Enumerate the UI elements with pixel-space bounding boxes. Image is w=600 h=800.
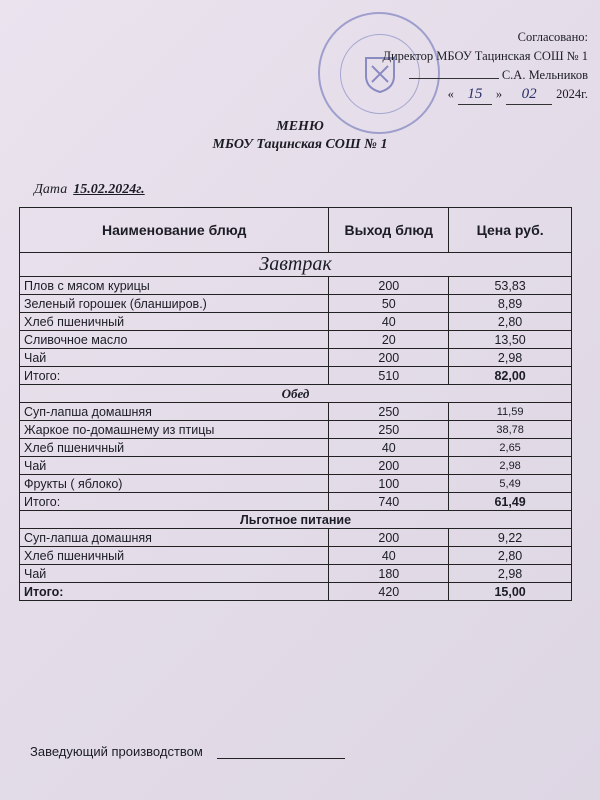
approval-day: 15 [458, 85, 492, 105]
table-row: Чай 180 2,98 [20, 565, 572, 583]
section-lunch: Обед [20, 385, 572, 403]
approval-year: 2024г. [556, 87, 588, 101]
date-label: Дата [34, 182, 68, 197]
footer-signature [30, 744, 345, 759]
menu-date [34, 182, 145, 198]
table-row: Фрукты ( яблоко) 100 5,49 [20, 475, 572, 493]
approval-month: 02 [506, 85, 552, 105]
table-row: Зеленый горошек (бланширов.) 50 8,89 [20, 295, 572, 313]
table-row: Чай 200 2,98 [20, 349, 572, 367]
table-row: Чай 200 2,98 [20, 457, 572, 475]
header-dish: Наименование блюд [20, 208, 329, 253]
signature-line [217, 758, 345, 759]
table-row: Сливочное масло 20 13,50 [20, 331, 572, 349]
table-row: Хлеб пшеничный 40 2,80 [20, 313, 572, 331]
section-subsidized: Льготное питание [20, 511, 572, 529]
section-breakfast: Завтрак [20, 253, 572, 277]
title-menu: МЕНЮ [276, 119, 324, 134]
approval-block [360, 28, 588, 105]
total-row: Итого: 420 15,00 [20, 583, 572, 601]
table-row: Суп-лапша домашняя 200 9,22 [20, 529, 572, 547]
table-row: Жаркое по-домашнему из птицы 250 38,78 [20, 421, 572, 439]
date-value: 15.02.2024г. [73, 182, 145, 197]
table-row: Хлеб пшеничный 40 2,65 [20, 439, 572, 457]
page-title [0, 118, 600, 154]
table-header-row [20, 208, 572, 253]
total-row: Итого: 740 61,49 [20, 493, 572, 511]
approval-heading: Согласовано: [517, 30, 588, 44]
total-row: Итого: 510 82,00 [20, 367, 572, 385]
title-school: МБОУ Тацинская СОШ № 1 [212, 137, 388, 152]
header-price: Цена руб. [449, 208, 572, 253]
table-row: Хлеб пшеничный 40 2,80 [20, 547, 572, 565]
approval-name: С.А. Мельников [501, 68, 588, 82]
table-row: Суп-лапша домашняя 250 11,59 [20, 403, 572, 421]
header-yield: Выход блюд [329, 208, 449, 253]
table-row: Плов с мясом курицы 200 53,83 [20, 277, 572, 295]
approval-date: « 15 » 02 2024г. [360, 85, 588, 105]
footer-label: Заведующий производством [30, 744, 203, 759]
approval-position: Директор МБОУ Тацинская СОШ № 1 [382, 49, 588, 63]
menu-table [19, 207, 572, 601]
